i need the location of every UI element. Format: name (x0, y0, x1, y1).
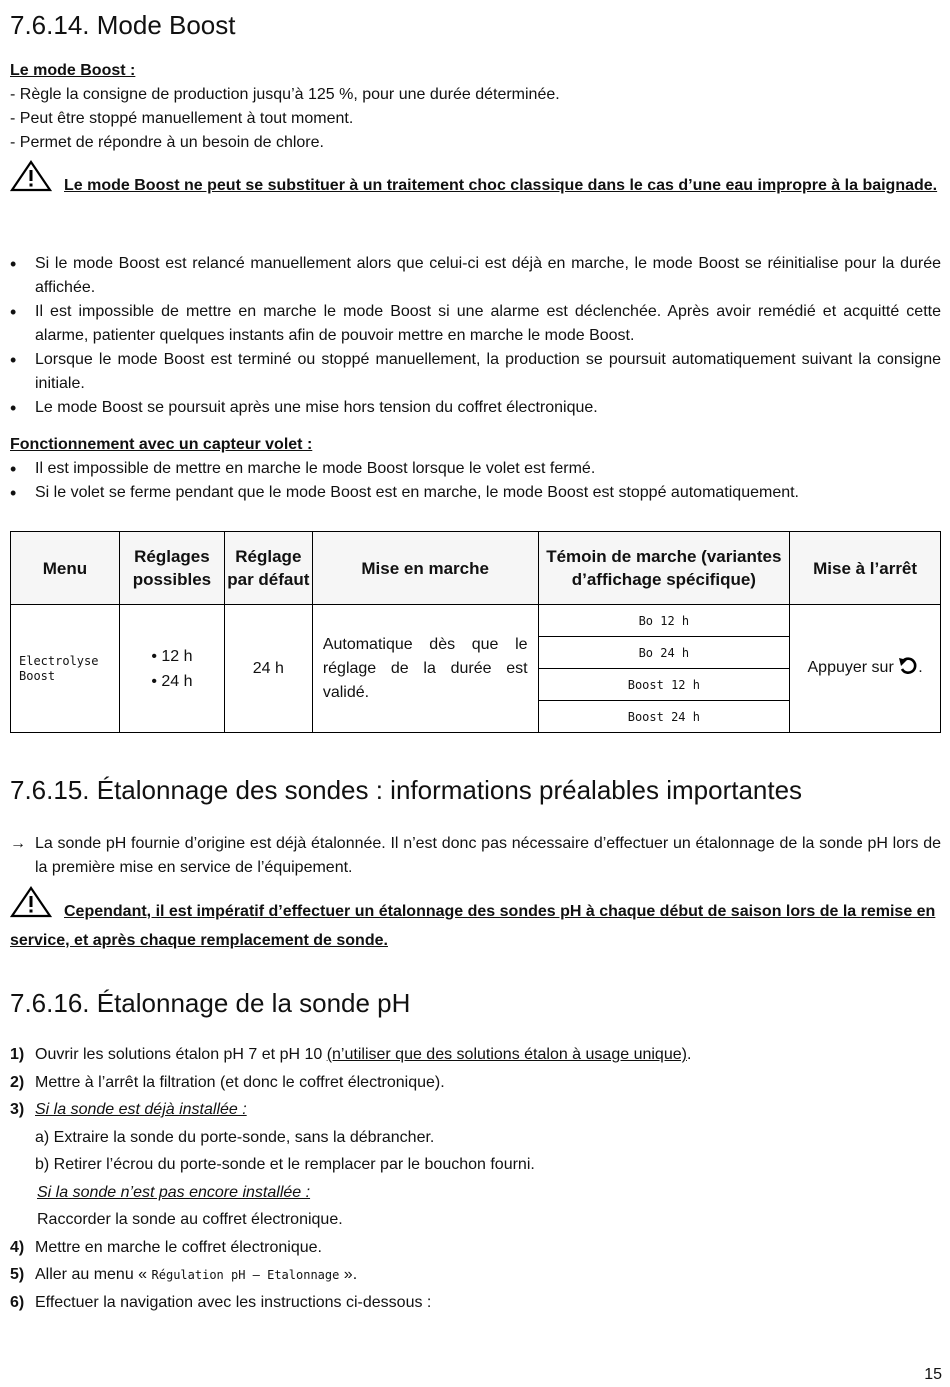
warning-triangle-icon (10, 886, 52, 918)
header-temoin: Témoin de marche (variantes d’affichage spécifique) (538, 532, 790, 605)
arrow-text: La sonde pH fournie d’origine est déjà étalonnée. Il n’est donc pas nécessaire d’effectuer un étalonnage de la sonde pH lors de la première mise en service de l’équipement. (35, 835, 941, 876)
table-row (11, 605, 941, 637)
dash-list (10, 83, 560, 155)
bullet-list-volet (10, 457, 941, 505)
list-item: Raccorder la sonde au coffret électronique. (37, 1211, 343, 1228)
header-arret: Mise à l’arrêt (790, 532, 941, 605)
cell-menu (11, 605, 120, 733)
undo-arrow-icon (898, 657, 918, 680)
right-arrow-icon: → (10, 835, 26, 852)
bullet-list (10, 252, 941, 420)
warning-triangle-icon (10, 160, 52, 192)
list-item: • Si le volet se ferme pendant que le mode Boost est en marche, le mode Boost est stoppé automatiquement. (10, 481, 941, 505)
list-item: Si la sonde n’est pas encore installée : (37, 1183, 311, 1201)
page-number: 15 (924, 1366, 942, 1383)
list-item: • Il est impossible de mettre en marche le mode Boost lorsque le volet est fermé. (10, 457, 941, 481)
cell-temoin: Bo 12 h (538, 605, 790, 637)
warning-text: Cependant, il est impératif d’effectuer un étalonnage des sondes pH à chaque début de saison lors de la remise en service, et après chaque remplacement de sonde. (10, 903, 936, 949)
warning-boost (10, 160, 941, 200)
menu-line: Electrolyse (19, 653, 99, 668)
steps-list (10, 1041, 941, 1316)
dash-item: - Règle la consigne de production jusqu’à 125 %, pour une durée déterminée. (10, 86, 560, 103)
list-item: • Lorsque le mode Boost est terminé ou stoppé manuellement, la production se poursuit automatiquement suivant la consigne initiale. (10, 348, 941, 396)
header-menu: Menu (11, 532, 120, 605)
arret-text: Appuyer sur (807, 659, 894, 676)
section-title-etalonnage-infos: 7.6.15. Étalonnage des sondes : informations préalables importantes (10, 775, 803, 805)
warning-etalonnage (10, 886, 941, 955)
cell-temoin: Bo 24 h (538, 637, 790, 669)
header-defaut: Réglage par défaut (224, 532, 312, 605)
list-item: b) Retirer l’écrou du porte-sonde et le remplacer par le bouchon fourni. (35, 1156, 535, 1173)
dash-item: - Permet de répondre à un besoin de chlore. (10, 134, 324, 151)
warning-text: Le mode Boost ne peut se substituer à un traitement choc classique dans le cas d’une eau impropre à la baignade. (64, 177, 938, 194)
table-header-row (11, 532, 941, 605)
list-item: 5) Aller au menu « Régulation pH – Etalonnage ». (10, 1266, 358, 1283)
list-item: a) Extraire la sonde du porte-sonde, sans la débrancher. (35, 1128, 435, 1146)
menu-line: Boost (19, 668, 56, 683)
list-item: 3) Si la sonde est déjà installée : (10, 1101, 247, 1118)
list-item: 2) Mettre à l’arrêt la filtration (et donc le coffret électronique). (10, 1073, 445, 1091)
cell-defaut: 24 h (224, 605, 312, 733)
cell-reglages (119, 605, 224, 733)
list-item: • Le mode Boost se poursuit après une mise hors tension du coffret électronique. (10, 396, 941, 420)
header-mise-en-marche: Mise en marche (312, 532, 538, 605)
header-reglages: Réglages possibles (119, 532, 224, 605)
cell-temoin: Boost 24 h (538, 701, 790, 733)
subheading-mode-boost: Le mode Boost : (10, 62, 136, 79)
subheading-capteur-volet: Fonctionnement avec un capteur volet : (10, 436, 313, 453)
section-title-boost: 7.6.14. Mode Boost (10, 10, 236, 40)
reglage-item: • 12 h (151, 647, 193, 665)
cell-arret: Appuyer sur . (790, 605, 941, 733)
cell-temoin: Boost 12 h (538, 669, 790, 701)
list-item: 6) Effectuer la navigation avec les instructions ci-dessous : (10, 1293, 432, 1311)
arrow-paragraph (10, 832, 941, 880)
reglage-item: • 24 h (151, 672, 193, 690)
list-item: 4) Mettre en marche le coffret électronique. (10, 1238, 322, 1256)
list-item: 1) Ouvrir les solutions étalon pH 7 et pH 10 (n’utiliser que des solutions étalon à usage unique). (10, 1046, 692, 1063)
section-title-etalonnage-ph: 7.6.16. Étalonnage de la sonde pH (10, 988, 411, 1018)
list-item: • Si le mode Boost est relancé manuellement alors que celui-ci est déjà en marche, le mode Boost se réinitialise pour la durée affichée. (10, 252, 941, 300)
cell-mise-en-marche: Automatique dès que le réglage de la durée est validé. (312, 605, 538, 733)
boost-table (10, 531, 941, 733)
list-item: • Il est impossible de mettre en marche le mode Boost si une alarme est déclenchée. Après avoir remédié et acquitté cette alarme, patienter quelques instants afin de pouvoir mettre en marche le mode Boost. (10, 300, 941, 348)
dash-item: - Peut être stoppé manuellement à tout moment. (10, 110, 354, 127)
